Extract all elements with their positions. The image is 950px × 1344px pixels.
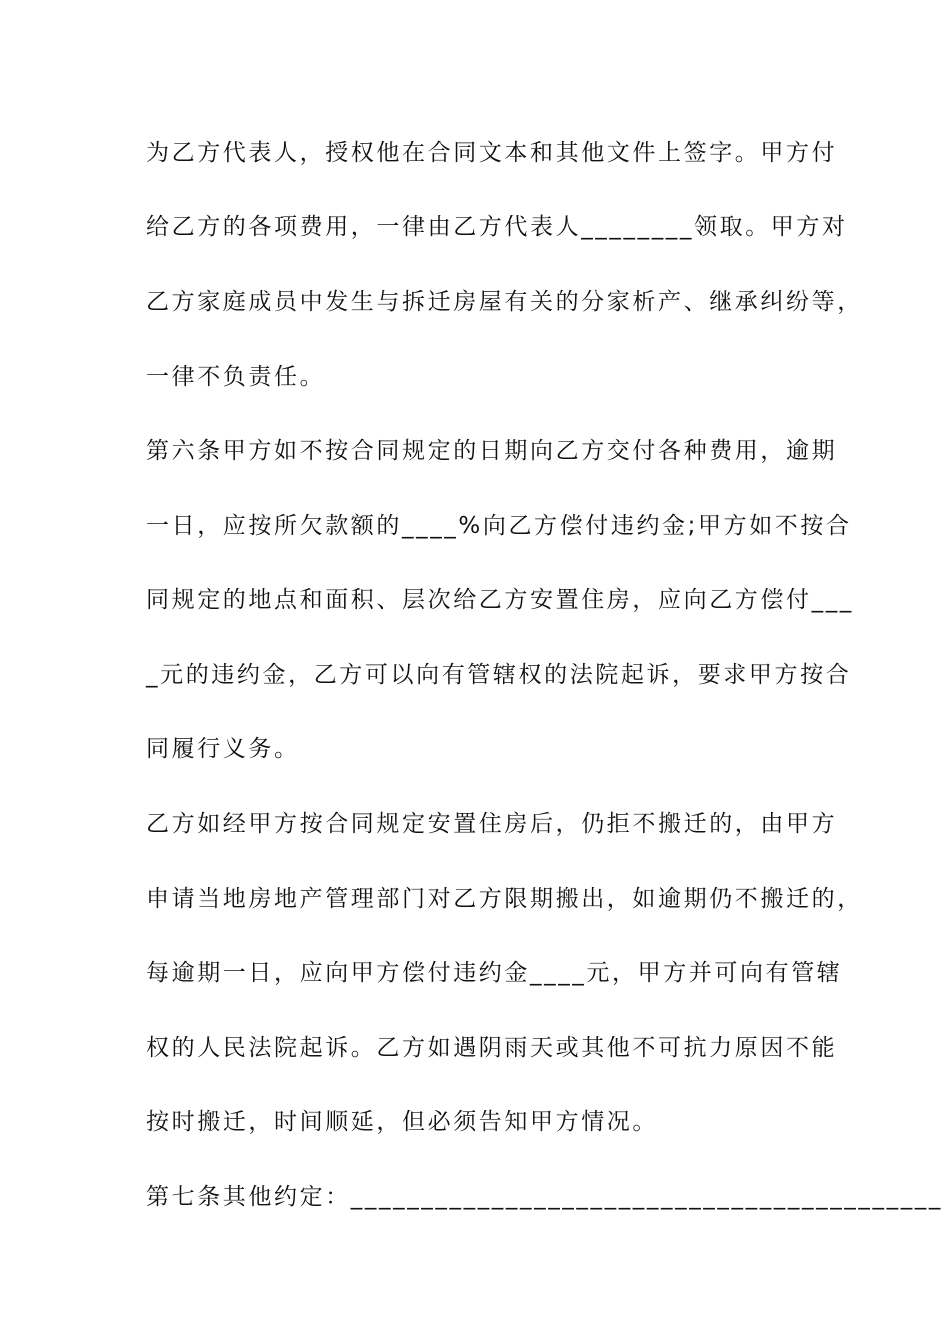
text-line: 同履行义务。 (146, 736, 300, 762)
text-line: 一律不负责任。 (146, 364, 326, 390)
text-line: 第六条甲方如不按合同规定的日期向乙方交付各种费用，逾期 (146, 438, 838, 464)
text-line: 按时搬迁，时间顺延，但必须告知甲方情况。 (146, 1109, 658, 1135)
text-line: 乙方家庭成员中发生与拆迁房屋有关的分家析产、继承纠纷等， (146, 289, 863, 315)
text-line: 每逾期一日，应向甲方偿付违约金____元，甲方并可向有管辖 (146, 960, 843, 986)
text-line: 为乙方代表人，授权他在合同文本和其他文件上签字。甲方付 (146, 140, 838, 166)
text-line: 同规定的地点和面积、层次给乙方安置住房，应向乙方偿付___ (146, 587, 854, 613)
text-line: _元的违约金，乙方可以向有管辖权的法院起诉，要求甲方按合 (146, 662, 852, 688)
text-line: 申请当地房地产管理部门对乙方限期搬出，如逾期仍不搬迁的， (146, 886, 863, 912)
text-line: 权的人民法院起诉。乙方如遇阴雨天或其他不可抗力原因不能 (146, 1035, 838, 1061)
text-line: 乙方如经甲方按合同规定安置住房后，仍拒不搬迁的，由甲方 (146, 811, 838, 837)
text-line: 第七条其他约定：__________________________________________ (146, 1184, 943, 1210)
text-line: 给乙方的各项费用，一律由乙方代表人________领取。甲方对 (146, 214, 848, 240)
text-line: 一日，应按所欠款额的____%向乙方偿付违约金;甲方如不按合 (146, 513, 852, 539)
